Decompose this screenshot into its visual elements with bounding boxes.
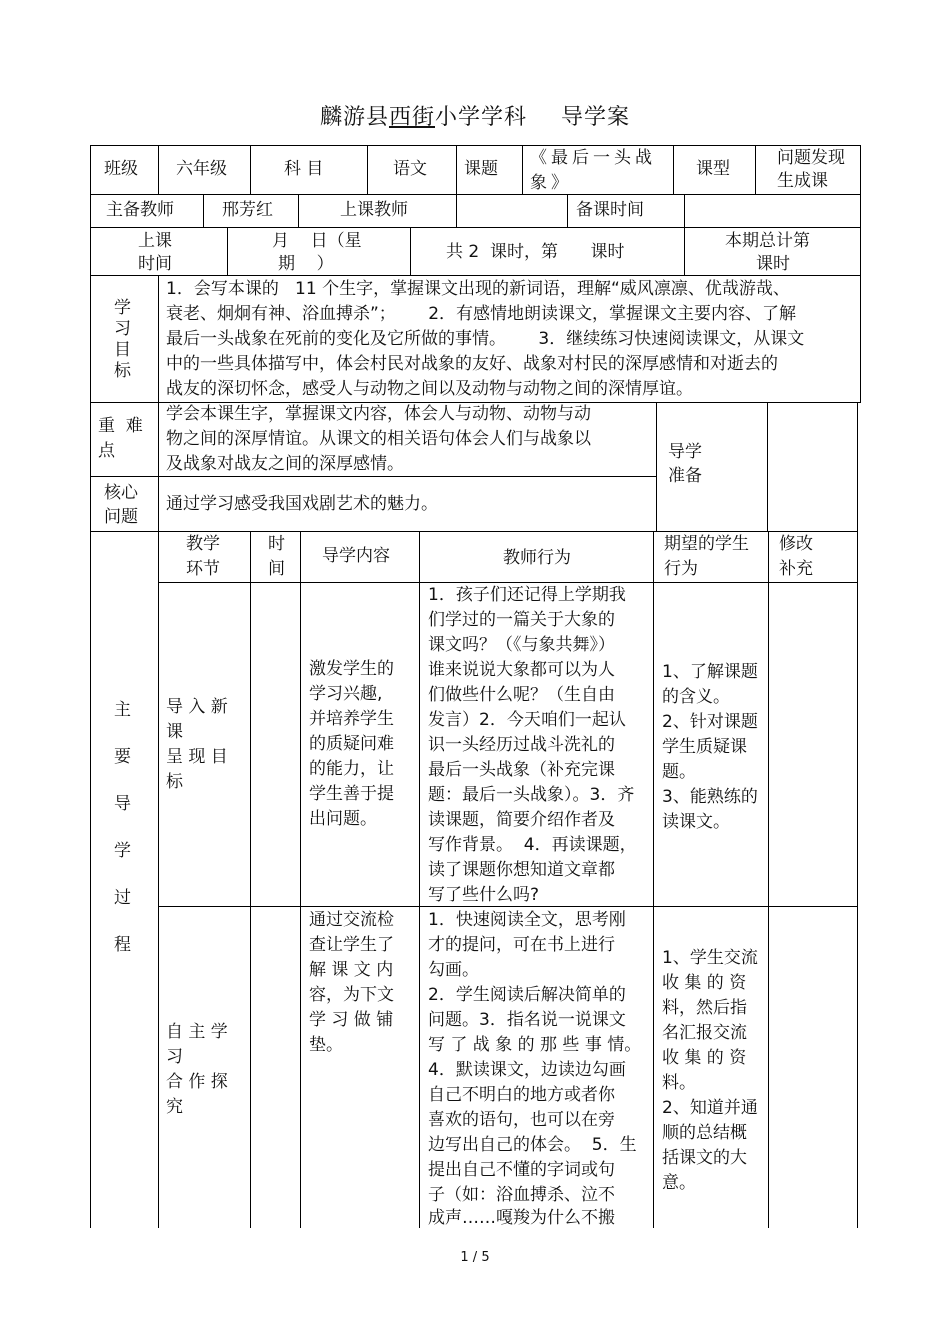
teacher-line: 喜欢的语句，也可以在旁 (428, 1110, 615, 1130)
col-teacher: 教师行为 (503, 548, 571, 568)
core-label-line2: 问题 (104, 507, 138, 527)
col-student-line2: 行为 (664, 559, 698, 579)
student-line: 料。 (662, 1073, 696, 1093)
class-value: 六年级 (176, 159, 227, 179)
subject-label: 科 目 (284, 159, 324, 179)
teacher-line: 写作背景。 4．再读课题， (428, 835, 637, 855)
content-line: 查让学生了 (309, 935, 394, 955)
page-number: 1 / 5 (460, 1250, 490, 1265)
teacher-line: 识一头经历过战斗洗礼的 (428, 735, 615, 755)
student-line: 读课文。 (662, 812, 730, 832)
col-revise-line2: 补充 (779, 559, 813, 579)
content-line: 学生善于提 (309, 784, 394, 804)
stage-line: 标 (166, 772, 183, 792)
goals-line: 中的一些具体描写中，体会村民对战象的友好、战象对村民的深厚感情和对逝去的 (166, 354, 778, 374)
core-label-line1: 核心 (104, 483, 138, 503)
prep-label-line1: 导学 (668, 442, 702, 462)
col-time-line1: 时 (268, 534, 285, 554)
col-time-line2: 间 (268, 559, 285, 579)
goals-label-char: 学 (114, 298, 131, 318)
stage-line: 习 (166, 1047, 183, 1067)
document-title (0, 100, 950, 131)
content-line: 激发学生的 (309, 659, 394, 679)
type-value-line2: 生成课 (777, 171, 828, 191)
stage-line: 课 (166, 722, 183, 742)
prep-label-line2: 准备 (668, 466, 702, 486)
teacher-line: 问题。3．指名说一说课文 (428, 1010, 626, 1030)
col-revise-line1: 修改 (779, 534, 813, 554)
student-line: 1、学生交流 (662, 948, 758, 968)
col-stage-line1: 教学 (186, 534, 220, 554)
content-line: 的能力，让 (309, 759, 394, 779)
teacher-line: 子（如：浴血搏杀、泣不 (428, 1185, 615, 1205)
total-line1: 本期总计第 (725, 231, 810, 251)
col-student-line1: 期望的学生 (664, 534, 749, 554)
process-side-char: 导 (114, 794, 131, 814)
teacher-line: 写了些什么吗? (428, 885, 540, 905)
student-line: 名汇报交流 (662, 1023, 747, 1043)
student-line: 的含义。 (662, 687, 730, 707)
content-line: 通过交流检 (309, 910, 394, 930)
student-line: 意。 (662, 1173, 696, 1193)
stage-line: 合 作 探 (166, 1072, 228, 1092)
teacher-line: 们做些什么呢？（生自由 (428, 685, 615, 705)
teacher-line: 1．孩子们还记得上学期我 (428, 585, 626, 605)
date-line1: 月 日（星 (272, 231, 362, 251)
topic-value: 《最后一头战象》 (530, 148, 656, 193)
student-line: 学生质疑课 (662, 737, 747, 757)
goals-label-char: 习 (114, 319, 131, 339)
teacher-line: 题：最后一头战象）。3．齐 (428, 785, 635, 805)
goals-line: 1．会写本课的 11 个生字，掌握课文出现的新词语，理解“威风凛凛、优哉游哉、 (166, 279, 790, 299)
teacher-line: 2．学生阅读后解决简单的 (428, 985, 626, 1005)
teacher-line: 提出自己不懂的字词或句 (428, 1160, 615, 1180)
teacher-line: 成声……嘎羧为什么不搬 (428, 1208, 615, 1228)
core-text: 通过学习感受我国戏剧艺术的魅力。 (166, 494, 438, 514)
process-side-char: 学 (114, 841, 131, 861)
goals-line: 最后一头战象在死前的变化及它所做的事情。 3．继续练习快速阅读课文，从课文 (166, 329, 805, 349)
stage-line: 呈 现 目 (166, 747, 228, 767)
teacher-line: 1．快速阅读全文，思考刚 (428, 910, 626, 930)
teacher-line: 谁来说说大象都可以为人 (428, 660, 615, 680)
title-subject: 小学学科 (435, 105, 528, 130)
keypoints-line: 学会本课生字，掌握课文内容，体会人与动物、动物与动 (166, 404, 591, 424)
teacher-line: 读课题，简要介绍作者及 (428, 810, 615, 830)
process-side-char: 程 (114, 935, 131, 955)
student-line: 收 集 的 资 (662, 973, 747, 993)
content-line: 并培养学生 (309, 709, 394, 729)
period-text: 共 2 课时，第 课时 (446, 242, 625, 262)
teacher-line: 边写出自己的体会。 5．生 (428, 1135, 637, 1155)
title-guide: 导学案 (561, 105, 631, 130)
class-time-label-line2: 时间 (138, 254, 172, 274)
title-school-underlined: 西街 (388, 105, 435, 130)
goals-label-char: 标 (114, 361, 131, 381)
type-label: 课型 (696, 159, 730, 179)
student-line: 料，然后指 (662, 998, 747, 1018)
student-line: 3、能熟练的 (662, 787, 758, 807)
lead-teacher-label: 主备教师 (106, 200, 174, 220)
keypoints-line: 及战象对战友之间的深厚感情。 (166, 454, 404, 474)
keypoints-line: 物之间的深厚情谊。从课文的相关语句体会人们与战象以 (166, 429, 591, 449)
content-line: 垫。 (309, 1035, 343, 1055)
content-line: 的质疑问难 (309, 734, 394, 754)
type-value-line1: 问题发现 (777, 148, 845, 168)
student-line: 顺的总结概 (662, 1123, 747, 1143)
stage-line: 自 主 学 (166, 1022, 228, 1042)
student-line: 括课文的大 (662, 1148, 747, 1168)
keypoints-label-line2: 点 (98, 441, 115, 461)
prep-time-label: 备课时间 (576, 200, 644, 220)
total-line2: 课时 (756, 254, 790, 274)
student-line: 2、知道并通 (662, 1098, 758, 1118)
teacher-line: 最后一头战象（补充完课 (428, 760, 615, 780)
col-content: 导学内容 (322, 546, 390, 566)
class-time-label-line1: 上课 (138, 231, 172, 251)
teacher-line: 4．默读课文，边读边勾画 (428, 1060, 626, 1080)
teacher-label: 上课教师 (340, 200, 408, 220)
title-county: 麟游县 (319, 105, 389, 130)
student-line: 收 集 的 资 (662, 1048, 747, 1068)
subject-value: 语文 (393, 159, 427, 179)
stage-line: 究 (166, 1097, 183, 1117)
stage-line: 导 入 新 (166, 697, 228, 717)
goals-line: 战友的深切怀念，感受人与动物之间以及动物与动物之间的深情厚谊。 (166, 379, 693, 399)
lead-teacher-value: 邢芳红 (222, 200, 273, 220)
goals-line: 衰老、炯炯有神、浴血搏杀”； 2．有感情地朗读课文，掌握课文主要内容、了解 (166, 304, 797, 324)
teacher-line: 读了课题你想知道文章都 (428, 860, 615, 880)
class-label: 班级 (104, 159, 138, 179)
teacher-line: 发言）2．今天咱们一起认 (428, 710, 626, 730)
content-line: 学 习 做 铺 (309, 1010, 394, 1030)
topic-label: 课题 (464, 159, 498, 179)
student-line: 题。 (662, 762, 696, 782)
teacher-line: 们学过的一篇关于大象的 (428, 610, 615, 630)
content-line: 出问题。 (309, 809, 377, 829)
student-line: 1、了解课题 (662, 662, 758, 682)
teacher-line: 自己不明白的地方或者你 (428, 1085, 615, 1105)
goals-label-char: 目 (114, 340, 131, 360)
process-side-char: 过 (114, 888, 131, 908)
col-stage-line2: 环节 (186, 559, 220, 579)
teacher-line: 才的提问，可在书上进行 (428, 935, 615, 955)
content-line: 容，为下文 (309, 985, 394, 1005)
teacher-line: 写 了 战 象 的 那 些 事 情。 (428, 1035, 642, 1055)
teacher-line: 勾画。 (428, 960, 479, 980)
process-side-char: 要 (114, 747, 131, 767)
keypoints-label-line1: 重 难 (98, 416, 143, 436)
process-side-char: 主 (114, 700, 131, 720)
student-line: 2、针对课题 (662, 712, 758, 732)
date-line2: 期 ） (278, 254, 334, 274)
content-line: 学习兴趣, (309, 684, 383, 704)
teacher-line: 课文吗？（《与象共舞》） (428, 635, 615, 655)
content-line: 解 课 文 内 (309, 960, 394, 980)
